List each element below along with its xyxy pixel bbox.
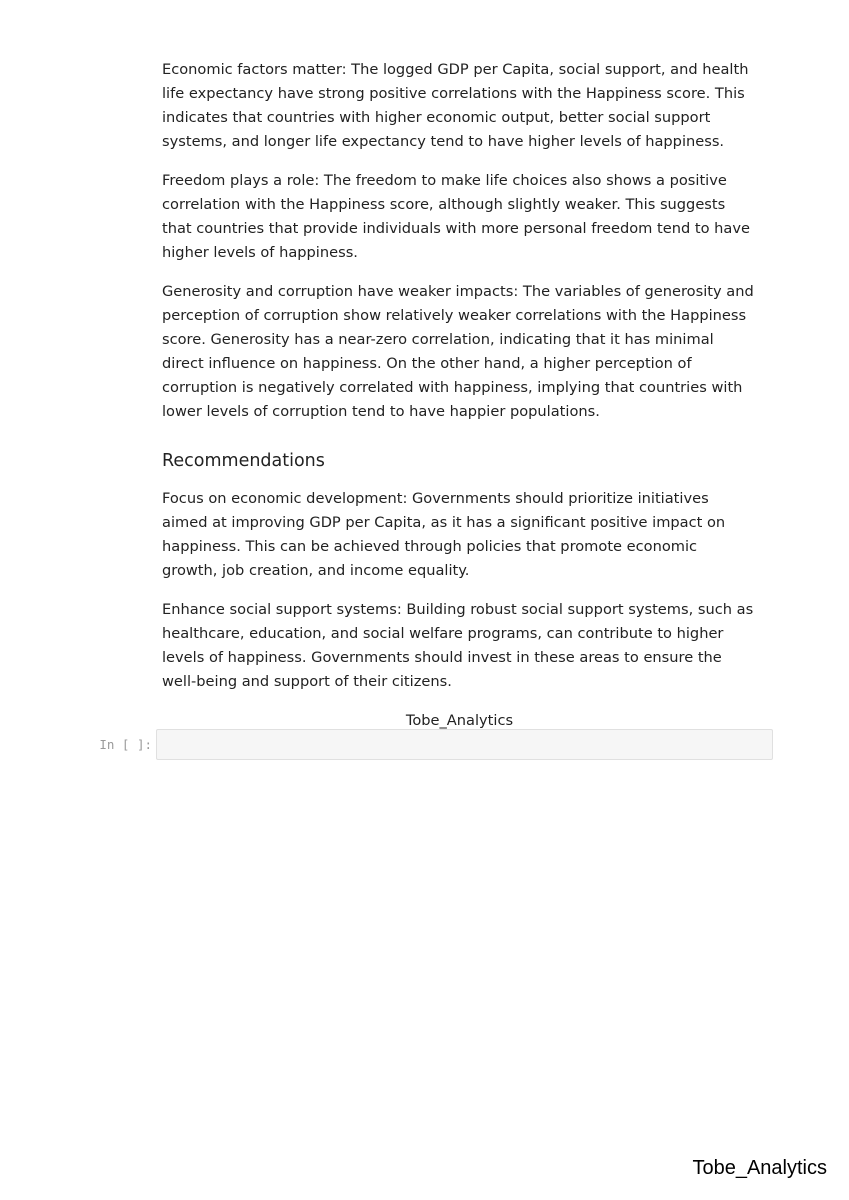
recommendations-heading: Recommendations	[162, 451, 325, 471]
cell-signature: Tobe_Analytics	[405, 712, 514, 729]
paragraph-economic-development: Focus on economic development: Governments should prioritize initiatives aimed at improving GDP per Capita, as it has a significant positive impact on happiness. This can be achieved through policies that promote economic growth, job creation, and income equality.	[162, 490, 726, 579]
paragraph-social-support: Enhance social support systems: Building robust social support systems, such as healthcare, education, and social welfare programs, can contribute to higher levels of happiness. Governments should invest in these areas to ensure the well-being and support of their citizens.	[162, 601, 754, 690]
paragraph-economic-factors: Economic factors matter: The logged GDP per Capita, social support, and health life expectancy have strong positive correlations with the Happiness score. This indicates that countries with higher economic output, better social support systems, and longer life expectancy tend to have higher levels of happiness.	[162, 61, 749, 150]
paragraph-generosity-corruption: Generosity and corruption have weaker impacts: The variables of generosity and perception of corruption show relatively weaker correlations with the Happiness score. Generosity has a near-zero correlation, indicating that it has minimal direct influence on happiness. On the other hand, a higher perception of corruption is negatively correlated with happiness, implying that countries with lower levels of corruption tend to have happier populations.	[162, 283, 754, 420]
markdown-cell[interactable]	[162, 58, 757, 733]
input-prompt: In [ ]:	[99, 737, 152, 752]
paragraph-freedom: Freedom plays a role: The freedom to make life choices also shows a positive correlation with the Happiness score, although slightly weaker. This suggests that countries that provide individuals with more personal freedom tend to have higher levels of happiness.	[162, 172, 750, 261]
watermark-text: Tobe_Analytics	[692, 1157, 827, 1179]
code-input-area[interactable]	[156, 729, 773, 760]
code-cell	[80, 729, 773, 760]
